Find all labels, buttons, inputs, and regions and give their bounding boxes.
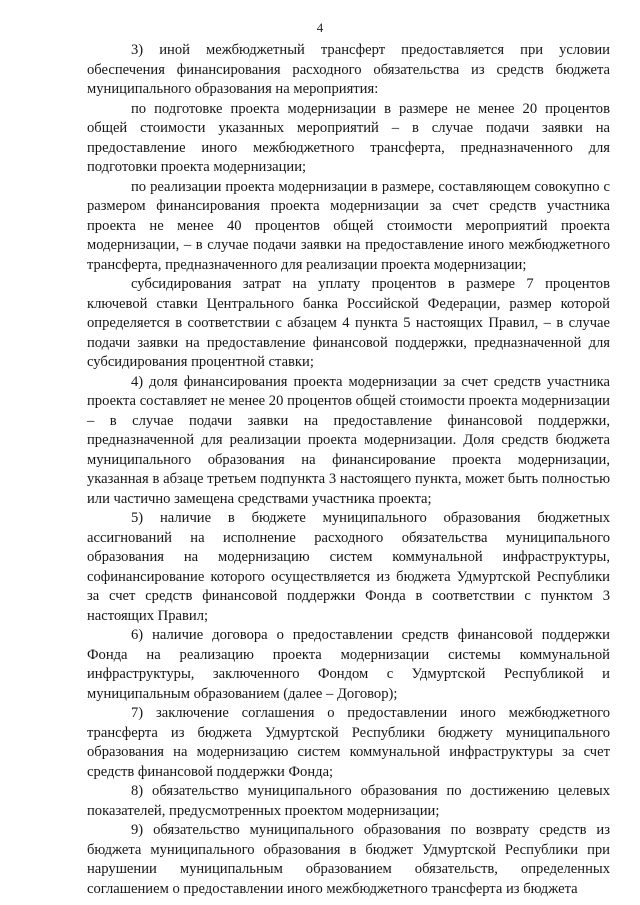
document-body: [87, 41, 610, 899]
paragraph-subitem-8: 8) обязательство муниципального образования по достижению целевых показателей, предусмотренных проектом модернизации;: [87, 783, 610, 819]
paragraph-subitem-5: 5) наличие в бюджете муниципального образования бюджетных ассигнований на исполнение расходного обязательства муниципального образования на модернизацию систем коммунальной инфраструктуры, софинансирование которого осуществляется из бюджета Удмуртской Республики за счет средств финансовой поддержки Фонда в соответствии с пунктом 3 настоящих Правил;: [87, 510, 610, 624]
paragraph-subitem-7: 7) заключение соглашения о предоставлении иного межбюджетного трансферта из бюджета Удмуртской Республики бюджету муниципального образования на модернизацию систем коммунальной инфраструктуры за счет средств финансовой поддержки Фонда;: [87, 705, 610, 780]
paragraph-preparation-funding: по подготовке проекта модернизации в размере не менее 20 процентов общей стоимости указанных мероприятий – в случае подачи заявки на предоставление иного межбюджетного трансферта, предназначенного для подготовки проекта модернизации;: [87, 100, 610, 175]
paragraph-subitem-9: 9) обязательство муниципального образования по возврату средств из бюджета муниципального образования в бюджет Удмуртской Республики при нарушении муниципальным образованием обязательств, определенных соглашением о предоставлении иного межбюджетного трансферта из бюджета: [87, 822, 610, 897]
page-number: 4: [316, 20, 324, 35]
paragraph-subitem-6: 6) наличие договора о предоставлении средств финансовой поддержки Фонда на реализацию проекта модернизации системы коммунальной инфраструктуры, заключенного Фондом с Удмуртской Республикой и муниципальным образованием (далее – Договор);: [87, 627, 610, 702]
paragraph-subitem-4: 4) доля финансирования проекта модернизации за счет средств участника проекта составляет не менее 20 процентов общей стоимости проекта модернизации – в случае подачи заявки на предоставление финансовой поддержки, предназначенной для реализации проекта модернизации. Доля средств бюджета муниципального образования на финансирование проекта модернизации, указанная в абзаце третьем подпункта 3 настоящего пункта, может быть полностью или частично замещена средствами участника проекта;: [87, 373, 610, 507]
paragraph-subitem-3: 3) иной межбюджетный трансферт предоставляется при условии обеспечения финансирования расходного обязательства из средств бюджета муниципального образования на мероприятия:: [87, 42, 610, 97]
paragraph-implementation-funding: по реализации проекта модернизации в размере, составляющем совокупно с размером финансирования проекта модернизации за счет средств участника проекта не менее 40 процентов общей стоимости мероприятий проекта модернизации, – в случае подачи заявки на предоставление иного межбюджетного трансферта, предназначенного для реализации проекта модернизации;: [87, 178, 610, 273]
paragraph-interest-subsidy: субсидирования затрат на уплату процентов в размере 7 процентов ключевой ставки Центрального банка Российской Федерации, размер которой определяется в соответствии с абзацем 4 пункта 5 настоящих Правил, – в случае подачи заявки на предоставление финансовой поддержки, предназначенной для субсидирования процентной ставки;: [87, 276, 610, 370]
